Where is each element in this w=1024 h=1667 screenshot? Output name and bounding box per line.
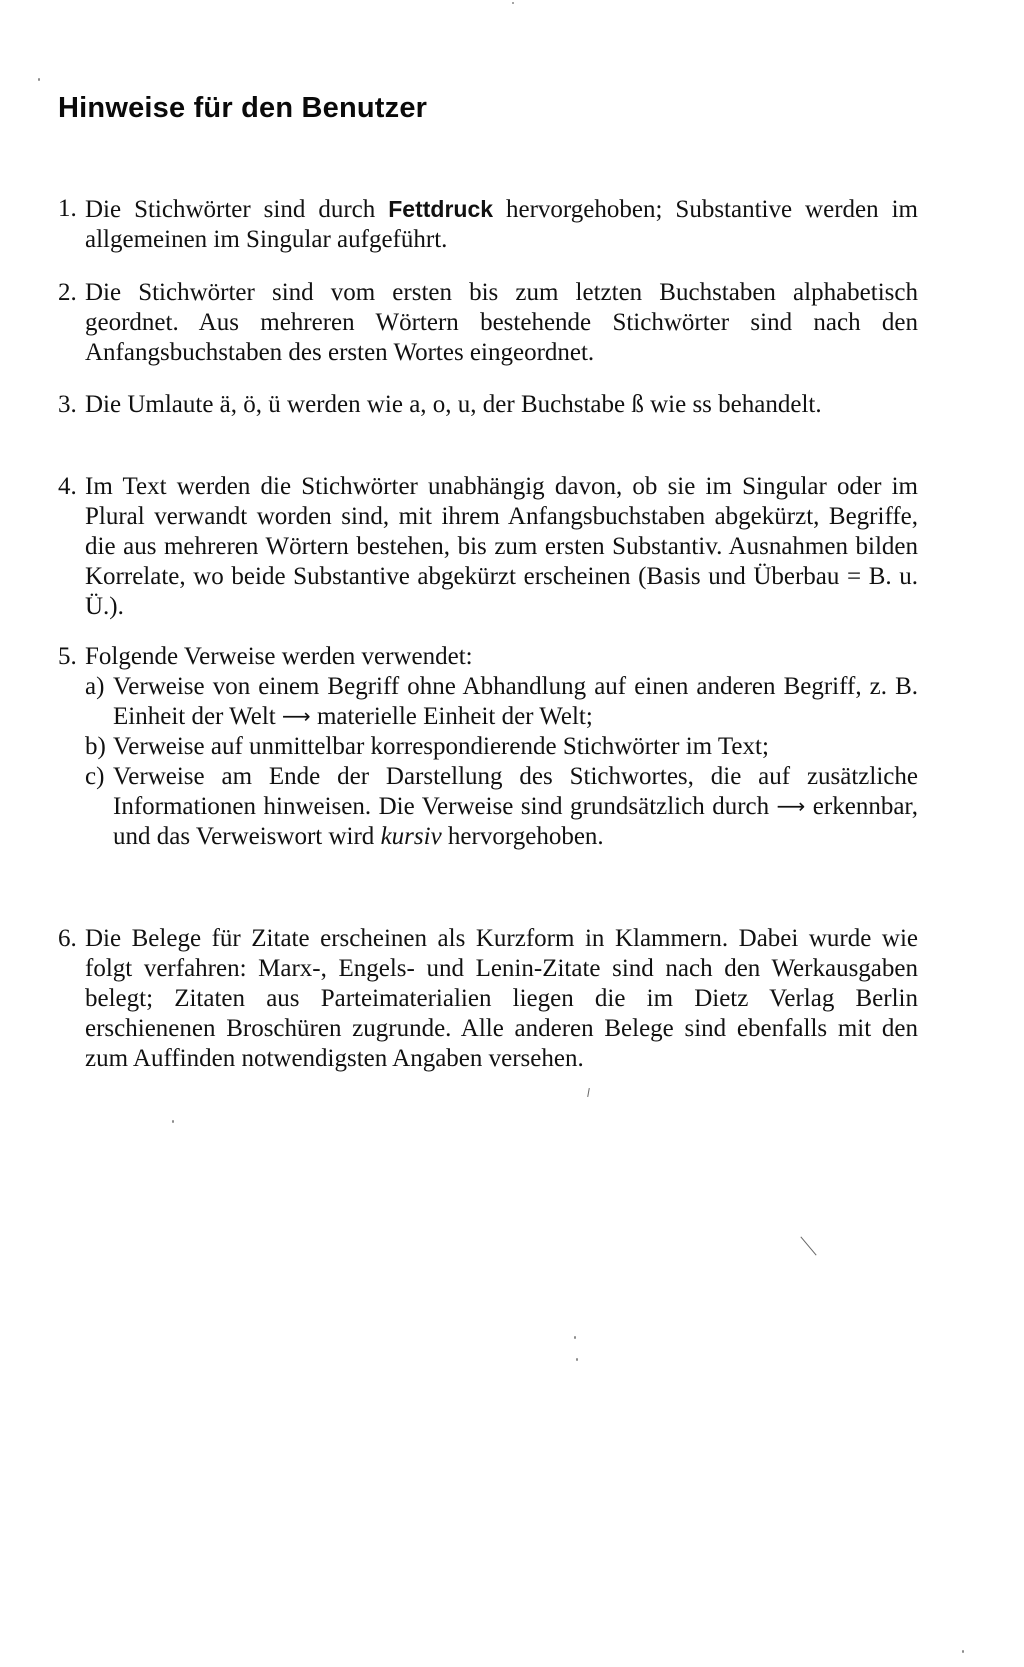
list-item-6 xyxy=(58,924,918,1074)
item-number: 1. xyxy=(58,195,77,222)
sub-text xyxy=(113,672,918,732)
item-text-before: Die Stichwörter sind durch xyxy=(85,196,389,223)
list-item-2 xyxy=(58,278,918,368)
item-text-after: hervorgehoben; Substantive werden im allgemeinen im Singular aufgeführt. xyxy=(85,196,918,253)
item-text xyxy=(85,194,918,255)
scan-speck xyxy=(576,1358,578,1361)
item-text: Die Umlaute ä, ö, ü werden wie a, o, u, der Buchstabe ß wie ss behandelt. xyxy=(85,391,822,418)
list-item-5 xyxy=(58,642,918,852)
sub-text-middle: erkennbar, und das Verweiswort wird xyxy=(113,793,918,850)
sub-text-before: Verweise von einem Begriff ohne Abhandlung auf einen anderen Begriff, z. B. Einheit der Welt xyxy=(113,673,918,730)
page-title: Hinweise für den Benutzer xyxy=(58,92,428,124)
scan-speck xyxy=(587,1088,590,1097)
sub-text-after: hervorgehoben. xyxy=(441,823,604,850)
list-item-1 xyxy=(58,194,918,255)
item-body xyxy=(85,642,918,852)
bold-term: Fettdruck xyxy=(388,196,494,222)
scan-speck xyxy=(38,78,40,81)
scan-speck xyxy=(172,1120,174,1123)
sub-item-b xyxy=(85,732,918,762)
item-number: 2. xyxy=(58,279,77,306)
sub-letter: b) xyxy=(85,733,106,760)
sub-letter: c) xyxy=(85,763,105,790)
item-intro: Folgende Verweise werden verwendet: xyxy=(85,643,473,670)
item-text: Im Text werden die Stichwörter unabhängig davon, ob sie im Singular oder im Plural verwandt worden sind, mit ihrem Anfangsbuchstaben abgekürzt, Begriffe, die aus mehreren Wörtern bestehen, bis zum ersten Substantiv. Ausnahmen bilden Korrelate, wo beide Substantive abgekürzt erscheinen (Basis und Überbau = B. u. Ü.). xyxy=(85,473,918,620)
sub-text-after: materielle Einheit der Welt; xyxy=(310,703,593,730)
list-item-3 xyxy=(58,390,918,420)
italic-term: kursiv xyxy=(380,823,442,850)
item-text: Die Belege für Zitate erscheinen als Kurzform in Klammern. Dabei wurde wie folgt verfahren: Marx-, Engels- und Lenin-Zitate sind nach den Werkausgaben belegt; Zitaten aus Parteimaterialien liegen die im Dietz Verlag Berlin erschienenen Broschüren zugrunde. Alle anderen Belege sind ebenfalls mit den zum Auffinden notwendigsten Angaben versehen. xyxy=(85,925,918,1072)
sub-text-before: Verweise am Ende der Darstellung des Stichwortes, die auf zusätzliche Informationen hinweisen. Die Verweise sind grundsätzlich durch xyxy=(113,763,918,820)
sub-letter: a) xyxy=(85,673,105,700)
arrow-icon: ⟶ xyxy=(776,794,806,818)
sub-text xyxy=(113,762,918,852)
item-text: Die Stichwörter sind vom ersten bis zum letzten Buchstaben alphabetisch geordnet. Aus mehreren Wörtern bestehende Stichwörter sind nach den Anfangsbuchstaben des ersten Wortes eingeordnet. xyxy=(85,279,918,366)
arrow-icon: ⟶ xyxy=(282,704,311,728)
scan-speck xyxy=(574,1336,576,1339)
sub-item-c xyxy=(85,762,918,852)
scan-speck xyxy=(512,2,514,4)
scan-speck xyxy=(962,1650,964,1653)
item-number: 3. xyxy=(58,391,77,418)
list-item-4 xyxy=(58,472,918,622)
item-number: 4. xyxy=(58,473,77,500)
sub-text: Verweise auf unmittelbar korrespondierende Stichwörter im Text; xyxy=(113,733,769,760)
sub-item-a xyxy=(85,672,918,732)
item-number: 6. xyxy=(58,925,77,952)
scan-speck xyxy=(800,1236,816,1255)
item-number: 5. xyxy=(58,643,77,670)
